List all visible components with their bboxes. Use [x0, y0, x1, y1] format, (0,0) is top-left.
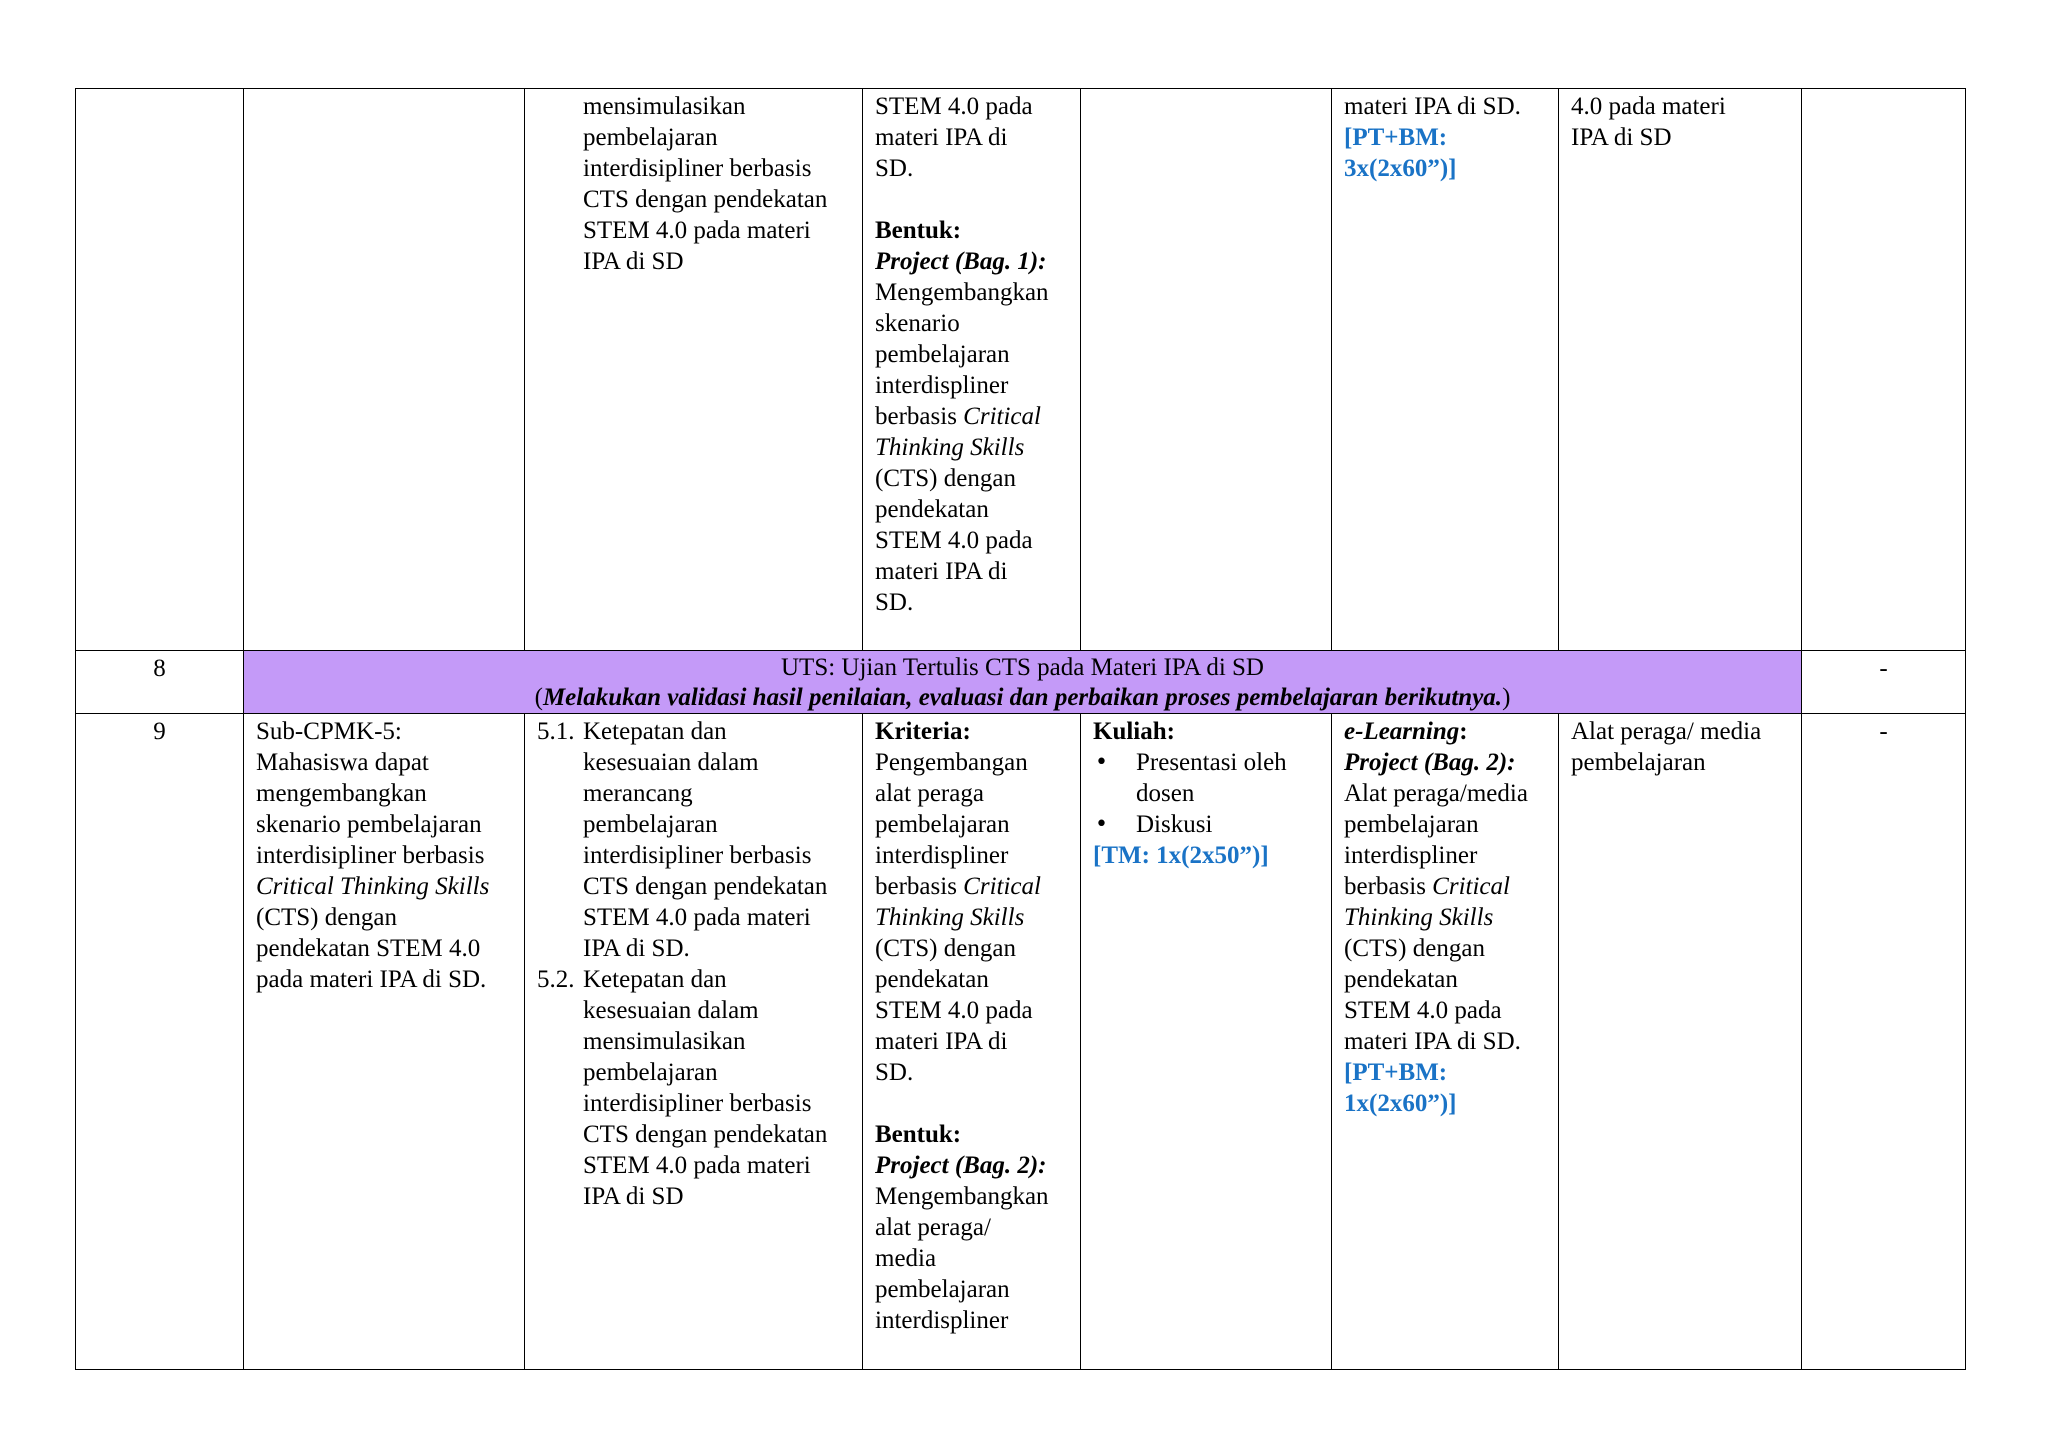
bentuk-label: Bentuk:: [875, 217, 962, 244]
uts-subtitle-text: Melakukan validasi hasil penilaian, evaluasi dan perbaikan proses pembelajaran berikutnya.: [542, 684, 1503, 711]
list-item: [1093, 747, 1319, 809]
materi-cell: [1559, 89, 1802, 651]
text-line: pembelajaran: [583, 1059, 718, 1086]
time-code: [TM: 1x(2x50”)]: [1093, 842, 1269, 869]
text-line: pembelajaran: [875, 341, 1010, 368]
text-line: media: [875, 1245, 937, 1272]
text-line: Mengembangkan: [875, 279, 1049, 306]
item-number: 5.1.: [537, 718, 575, 745]
text-line: STEM 4.0 pada: [875, 93, 1033, 120]
text-line: 4.0 pada materi: [1571, 93, 1726, 120]
text-line: materi IPA di: [875, 1028, 1008, 1055]
text-line: IPA di SD.: [583, 935, 690, 962]
text-line: interdisipliner berbasis: [583, 155, 812, 182]
text-line: STEM 4.0 pada materi: [583, 1152, 811, 1179]
text-line: (CTS) dengan: [875, 935, 1016, 962]
daring-project: Project (Bag. 2):: [1344, 749, 1516, 776]
text-line: materi IPA di: [875, 124, 1008, 151]
text-line: pendekatan: [875, 496, 989, 523]
indikator-list: [537, 716, 850, 1212]
text-line: skenario: [875, 310, 960, 337]
text-line: pendekatan: [875, 966, 989, 993]
text-line: pembelajaran: [1571, 749, 1706, 776]
bobot-value: -: [1802, 714, 1966, 1370]
text-line: STEM 4.0 pada materi: [583, 217, 811, 244]
materi-cell: [1559, 714, 1802, 1370]
rps-table: [75, 88, 1966, 1370]
daring-cell: [1332, 714, 1559, 1370]
list-item: [537, 964, 850, 1212]
bobot-cell: [1802, 89, 1966, 651]
uts-title: UTS: Ujian Tertulis CTS pada Materi IPA di SD: [781, 654, 1264, 681]
text-line: pembelajaran: [1344, 811, 1479, 838]
kuliah-list: [1093, 747, 1319, 840]
text-line: STEM 4.0 pada: [875, 527, 1033, 554]
time-code: 3x(2x60”)]: [1344, 155, 1457, 182]
text-line: berbasis: [1344, 873, 1426, 900]
paren-close: ): [1502, 684, 1511, 711]
text-line: interdispliner: [875, 1307, 1009, 1334]
text-line: kesesuaian dalam: [583, 997, 759, 1024]
list-item: [1093, 809, 1319, 840]
text-line: materi IPA di: [875, 558, 1008, 585]
text-line: Pengembangan: [875, 749, 1028, 776]
text-line: CTS dengan pendekatan: [583, 873, 828, 900]
text-line: IPA di SD: [1571, 124, 1672, 151]
text-line: alat peraga: [875, 780, 984, 807]
text-line: interdisipliner berbasis: [256, 842, 485, 869]
text-line: skenario pembelajaran: [256, 811, 482, 838]
text-line: mensimulasikan: [583, 93, 746, 120]
text-line: STEM 4.0 pada materi: [583, 904, 811, 931]
item-number: 5.2.: [537, 966, 575, 993]
text-line: IPA di SD: [583, 248, 684, 275]
text-line: SD.: [875, 155, 914, 182]
italic-text: Thinking Skills: [875, 434, 1025, 461]
list-item: [537, 716, 850, 964]
kuliah-label: Kuliah:: [1093, 718, 1175, 745]
text-line: materi IPA di SD.: [1344, 93, 1521, 120]
text-line: interdispliner: [875, 842, 1009, 869]
text-line: pendekatan: [1344, 966, 1458, 993]
week-number: 8: [76, 651, 244, 714]
text-line: STEM 4.0 pada: [1344, 997, 1502, 1024]
italic-text: Thinking Skills: [875, 904, 1025, 931]
italic-text: Critical: [1432, 873, 1510, 900]
text-line: SD.: [875, 589, 914, 616]
sub-cpmk-cell: [244, 89, 525, 651]
text-line: (CTS) dengan: [1344, 935, 1485, 962]
text-line: (CTS) dengan: [256, 904, 397, 931]
text-line: • Presentasi oleh: [1136, 749, 1287, 776]
table-row: [76, 714, 1966, 1370]
uts-banner: [244, 651, 1802, 714]
time-code: 1x(2x60”)]: [1344, 1090, 1457, 1117]
text-line: • Diskusi: [1136, 811, 1213, 838]
time-code: [PT+BM:: [1344, 1059, 1448, 1086]
text-line: Alat peraga/ media: [1571, 718, 1762, 745]
text-line: CTS dengan pendekatan: [583, 186, 828, 213]
text-line: berbasis: [875, 403, 957, 430]
week-number: 9: [76, 714, 244, 1370]
text-line: pembelajaran: [583, 811, 718, 838]
text-line: berbasis: [875, 873, 957, 900]
italic-text: Critical: [963, 403, 1041, 430]
text-line: mengembangkan: [256, 780, 427, 807]
text-line: Mengembangkan: [875, 1183, 1049, 1210]
text-line: interdispliner: [875, 372, 1009, 399]
luring-cell: [1081, 89, 1332, 651]
text-line: STEM 4.0 pada: [875, 997, 1033, 1024]
bobot-value: -: [1802, 651, 1966, 714]
italic-text: Critical: [963, 873, 1041, 900]
kriteria-cell: [863, 714, 1081, 1370]
table-row-uts: [76, 651, 1966, 714]
text-line: dosen: [1136, 780, 1195, 807]
kriteria-label: Kriteria:: [875, 718, 971, 745]
colon: :: [1459, 718, 1468, 745]
text-line: alat peraga/: [875, 1214, 991, 1241]
table-row: [76, 89, 1966, 651]
text-line: interdisipliner berbasis: [583, 1090, 812, 1117]
time-code: [PT+BM:: [1344, 124, 1448, 151]
text-line: pada materi IPA di SD.: [256, 966, 487, 993]
elearning-label: e-Learning: [1344, 718, 1460, 745]
text-line: interdisipliner berbasis: [583, 842, 812, 869]
text-line: Alat peraga/media: [1344, 780, 1528, 807]
text-line: materi IPA di SD.: [1344, 1028, 1521, 1055]
text-line: interdispliner: [1344, 842, 1478, 869]
text-line: pembelajaran: [875, 811, 1010, 838]
bentuk-project: Project (Bag. 1):: [875, 248, 1047, 275]
indikator-cell: [525, 714, 863, 1370]
text-line: merancang: [583, 780, 693, 807]
text-line: CTS dengan pendekatan: [583, 1121, 828, 1148]
text-line: Ketepatan dan: [583, 966, 727, 993]
paren-open: (: [534, 684, 543, 711]
daring-cell: [1332, 89, 1559, 651]
text-line: pembelajaran: [583, 124, 718, 151]
italic-text: Critical Thinking Skills: [256, 873, 490, 900]
bentuk-project: Project (Bag. 2):: [875, 1152, 1047, 1179]
luring-cell: [1081, 714, 1332, 1370]
text-line: Mahasiswa dapat: [256, 749, 429, 776]
text-line: kesesuaian dalam: [583, 749, 759, 776]
text-line: Ketepatan dan: [583, 718, 727, 745]
kriteria-cell: [863, 89, 1081, 651]
text-line: (CTS) dengan: [875, 465, 1016, 492]
text-line: pendekatan STEM 4.0: [256, 935, 481, 962]
uts-subtitle: [256, 683, 1789, 713]
sub-cpmk-cell: [244, 714, 525, 1370]
italic-text: Thinking Skills: [1344, 904, 1494, 931]
text-line: pembelajaran: [875, 1276, 1010, 1303]
week-cell: [76, 89, 244, 651]
text-line: IPA di SD: [583, 1183, 684, 1210]
bentuk-label: Bentuk:: [875, 1121, 962, 1148]
text-line: SD.: [875, 1059, 914, 1086]
text-line: mensimulasikan: [583, 1028, 746, 1055]
text-line: Sub-CPMK-5:: [256, 718, 402, 745]
indikator-cell: [525, 89, 863, 651]
